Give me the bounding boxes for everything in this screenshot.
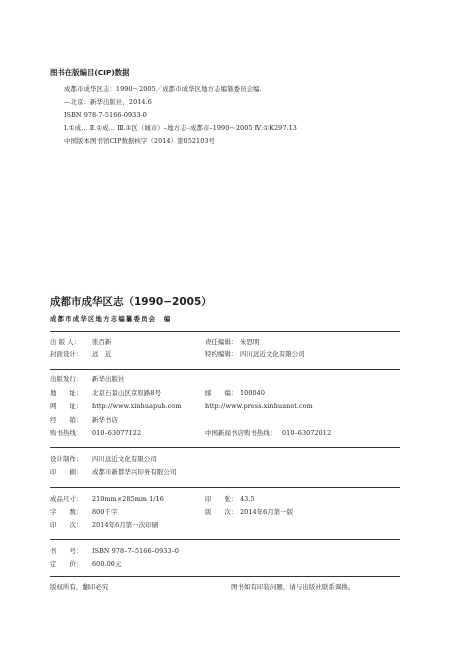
- address-value: 北京石景山区京原路8号: [92, 389, 162, 397]
- price-label: 定 价：: [50, 560, 83, 568]
- publisher-value: 张百新: [92, 338, 112, 346]
- printing-value: 2014年6月第一次印刷: [92, 521, 159, 529]
- divider: [50, 331, 400, 332]
- cover-label: 封面设计：: [50, 350, 83, 358]
- cip-line-2: —北京：新华出版社，2014.6: [64, 98, 152, 106]
- sheets-label: 印 张：: [205, 495, 238, 503]
- editor-label: 责任编辑：: [205, 338, 238, 346]
- sheets-value: 43.5: [240, 495, 255, 503]
- cover-value: 远 近: [92, 350, 112, 358]
- defect-notice: 图书如有印装问题，请与出版社联系调换。: [231, 583, 355, 591]
- website-link[interactable]: http://www.xinhuapub.com: [92, 402, 182, 410]
- editor-value: 朱思明: [240, 338, 260, 346]
- divider: [50, 369, 400, 370]
- price-value: 600.00元: [92, 560, 122, 568]
- edition-value: 2014年6月第一版: [240, 508, 294, 516]
- special-editor-label: 特约编辑：: [205, 350, 238, 358]
- issuer-label: 出版发行：: [50, 375, 83, 383]
- cip-line-1: 成都市成华区志：1990～2005／成都市成华区地方志编纂委员会编.: [64, 85, 262, 93]
- edition-label: 版 次：: [205, 508, 238, 516]
- print-value: 成都市新都华兴印务有限公司: [92, 468, 177, 476]
- printing-label: 印 次：: [50, 521, 83, 529]
- words-value: 800千字: [92, 508, 118, 516]
- hotline-2-value: 010–63072012: [282, 429, 332, 437]
- print-label: 印 刷：: [50, 468, 83, 476]
- divider: [50, 447, 400, 448]
- divider: [50, 576, 400, 577]
- sales-value: 新华书店: [92, 416, 118, 424]
- design-value: 四川远近文化有限公司: [92, 455, 157, 463]
- words-label: 字 数：: [50, 508, 83, 516]
- hotline-2-label: 中国新闻书店购书热线：: [205, 429, 277, 437]
- cip-line-5: 中国版本图书馆CIP数据核字（2014）第052103号: [64, 137, 216, 145]
- size-label: 成品尺寸：: [50, 495, 83, 503]
- publisher-label: 出 版 人：: [50, 338, 81, 346]
- hotline-label: 购书热线：: [50, 429, 83, 437]
- isbn-value: ISBN 978–7–5166–0933–0: [92, 547, 180, 555]
- address-label: 地 址：: [50, 389, 83, 397]
- rights-notice: 版权所有，翻印必究: [50, 583, 109, 591]
- divider: [50, 487, 400, 488]
- isbn-label: 书 号：: [50, 547, 83, 555]
- book-title: 成都市成华区志（1990−2005）: [50, 296, 212, 308]
- postcode-value: 100040: [240, 389, 265, 397]
- hotline-value: 010–63077122: [92, 429, 142, 437]
- website-link-2[interactable]: http://www.press.xinhuanet.com: [205, 402, 313, 410]
- divider: [50, 539, 400, 540]
- website-label: 网 址：: [50, 402, 83, 410]
- cip-line-4: Ⅰ.①成… Ⅱ.①成… Ⅲ.①区（城市）–地方志–成都市–1990～2005 Ⅳ.①K297.13: [64, 124, 297, 132]
- special-editor-value: 四川远近文化有限公司: [240, 350, 305, 358]
- cip-line-3: ISBN 978-7-5166-0933-0: [64, 111, 147, 119]
- book-compiler: 成都市成华区地方志编纂委员会 编: [50, 315, 172, 323]
- size-value: 210mm×285mm 1/16: [92, 495, 164, 503]
- sales-label: 经 销：: [50, 416, 83, 424]
- design-label: 设计制作：: [50, 455, 83, 463]
- cip-heading: 图书在版编目(CIP)数据: [50, 68, 130, 77]
- postcode-label: 邮 编：: [205, 389, 238, 397]
- issuer-value: 新华出版社: [92, 375, 125, 383]
